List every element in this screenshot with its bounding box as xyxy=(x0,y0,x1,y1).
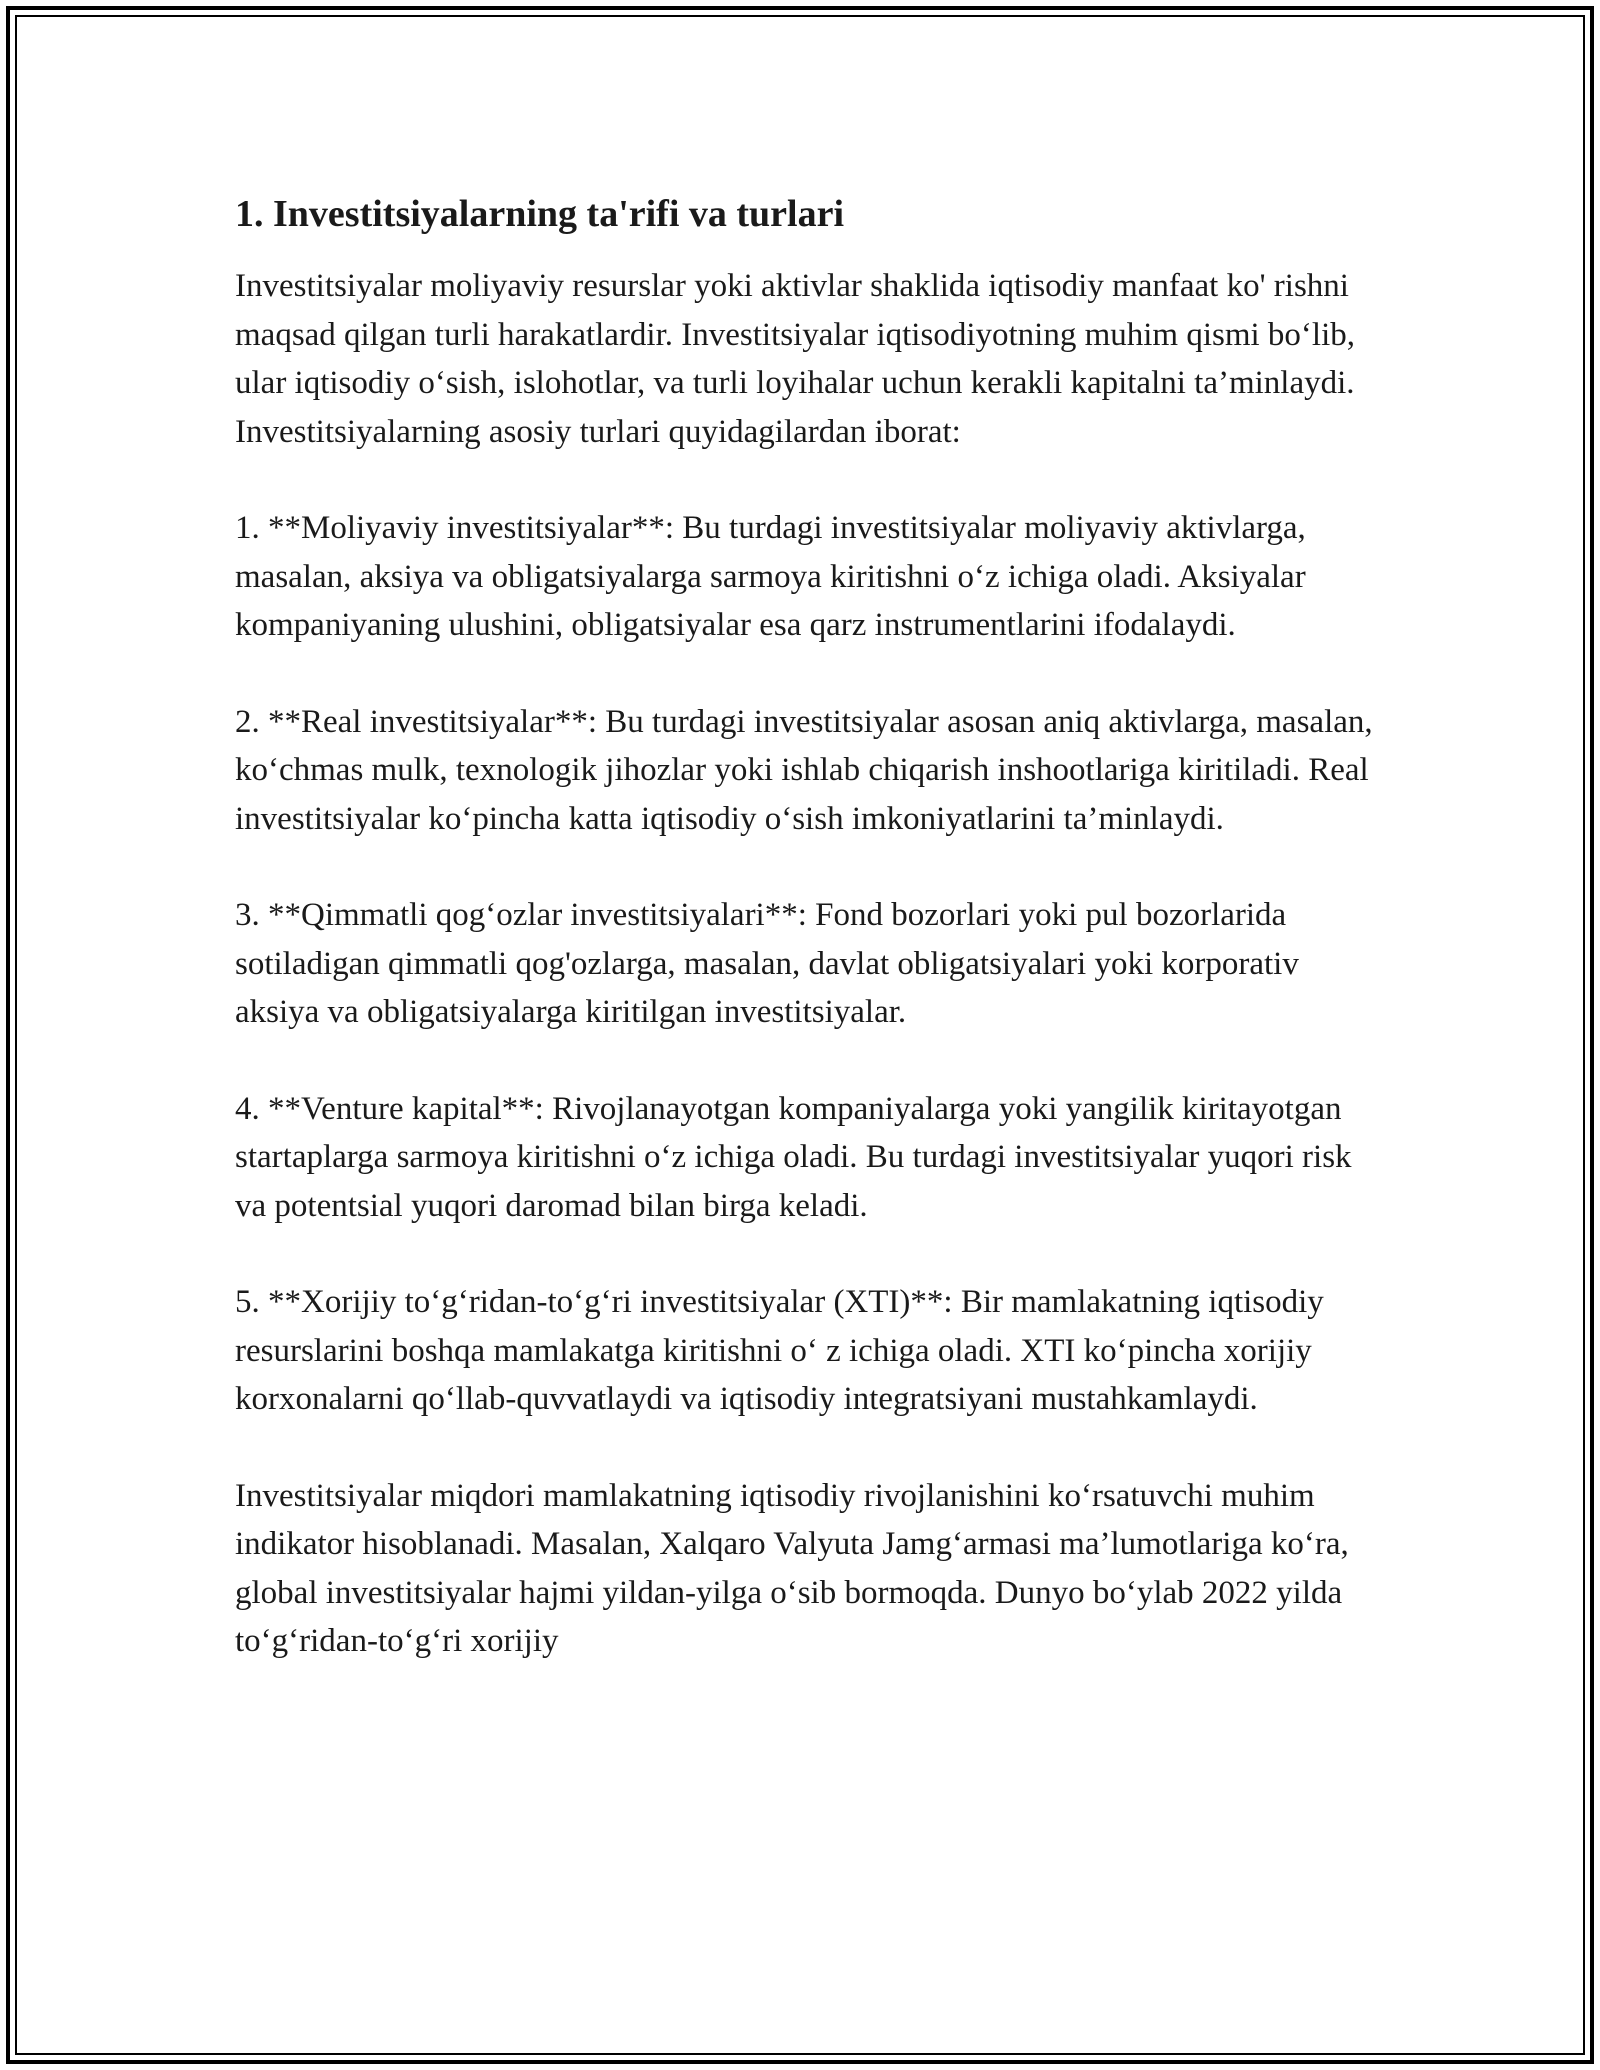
section-heading: 1. Investitsiyalarning ta'rifi va turlari xyxy=(235,193,845,235)
paragraph-foreign-direct-investment: 5. **Xorijiy to‘g‘ridan-to‘g‘ri investitsiyalar (XTI)**: Bir mamlakatning iqtisodiy resurslarini boshqa mamlakatga kiritishni o‘ z ichiga oladi. XTI ko‘pincha xorijiy korxonalarni qo‘llab-quvvatlaydi va iqtisodiy integratsiyani mustahkamlaydi. xyxy=(235,1284,1324,1417)
paragraph-venture-capital: 4. **Venture kapital**: Rivojlanayotgan kompaniyalarga yoki yangilik kiritayotgan startaplarga sarmoya kiritishni o‘z ichiga oladi. Bu turdagi investitsiyalar yuqori risk va potentsial yuqori daromad bilan birga keladi. xyxy=(235,1090,1352,1224)
paragraph-securities-investments: 3. **Qimmatli qog‘ozlar investitsiyalari**: Fond bozorlari yoki pul bozorlarida sotiladigan qimmatli qog'ozlarga, masalan, davlat obligatsiyalari yoki korporativ aksiya va obligatsiyalarga kiritilgan investitsiyalar. xyxy=(235,897,1299,1030)
paragraph-investment-volume: Investitsiyalar miqdori mamlakatning iqtisodiy rivojlanishini ko‘rsatuvchi muhim indikator hisoblanadi. Masalan, Xalqaro Valyuta Jamg‘armasi ma’lumotlariga ko‘ra, global investitsiyalar hajmi yildan-yilga o‘sib bormoqda. Dunyo bo‘ylab 2022 yilda to‘g‘ridan-to‘g‘ri xorijiy xyxy=(235,1477,1349,1659)
paragraph-real-investments: 2. **Real investitsiyalar**: Bu turdagi investitsiyalar asosan aniq aktivlarga, masalan, ko‘chmas mulk, texnologik jihozlar yoki ishlab chiqarish inshootlariga kiritiladi. Real investitsiyalar ko‘pincha katta iqtisodiy o‘sish imkoniyatlarini ta’minlaydi. xyxy=(235,703,1373,837)
paragraph-intro: Investitsiyalar moliyaviy resurslar yoki aktivlar shaklida iqtisodiy manfaat ko' rishni maqsad qilgan turli harakatlardir. Investitsiyalar iqtisodiyotning muhim qismi bo‘lib, ular iqtisodiy o‘sish, islohotlar, va turli loyihalar uchun kerakli kapitalni ta’minlaydi. Investitsiyalarning asosiy turlari quyidagilardan iborat: xyxy=(235,268,1356,450)
paragraph-financial-investments: 1. **Moliyaviy investitsiyalar**: Bu turdagi investitsiyalar moliyaviy aktivlarga, masalan, aksiya va obligatsiyalarga sarmoya kiritishni o‘z ichiga oladi. Aksiyalar kompaniyaning ulushini, obligatsiyalar esa qarz instrumentlarini ifodalaydi. xyxy=(235,510,1306,643)
document-body xyxy=(235,188,1385,1666)
